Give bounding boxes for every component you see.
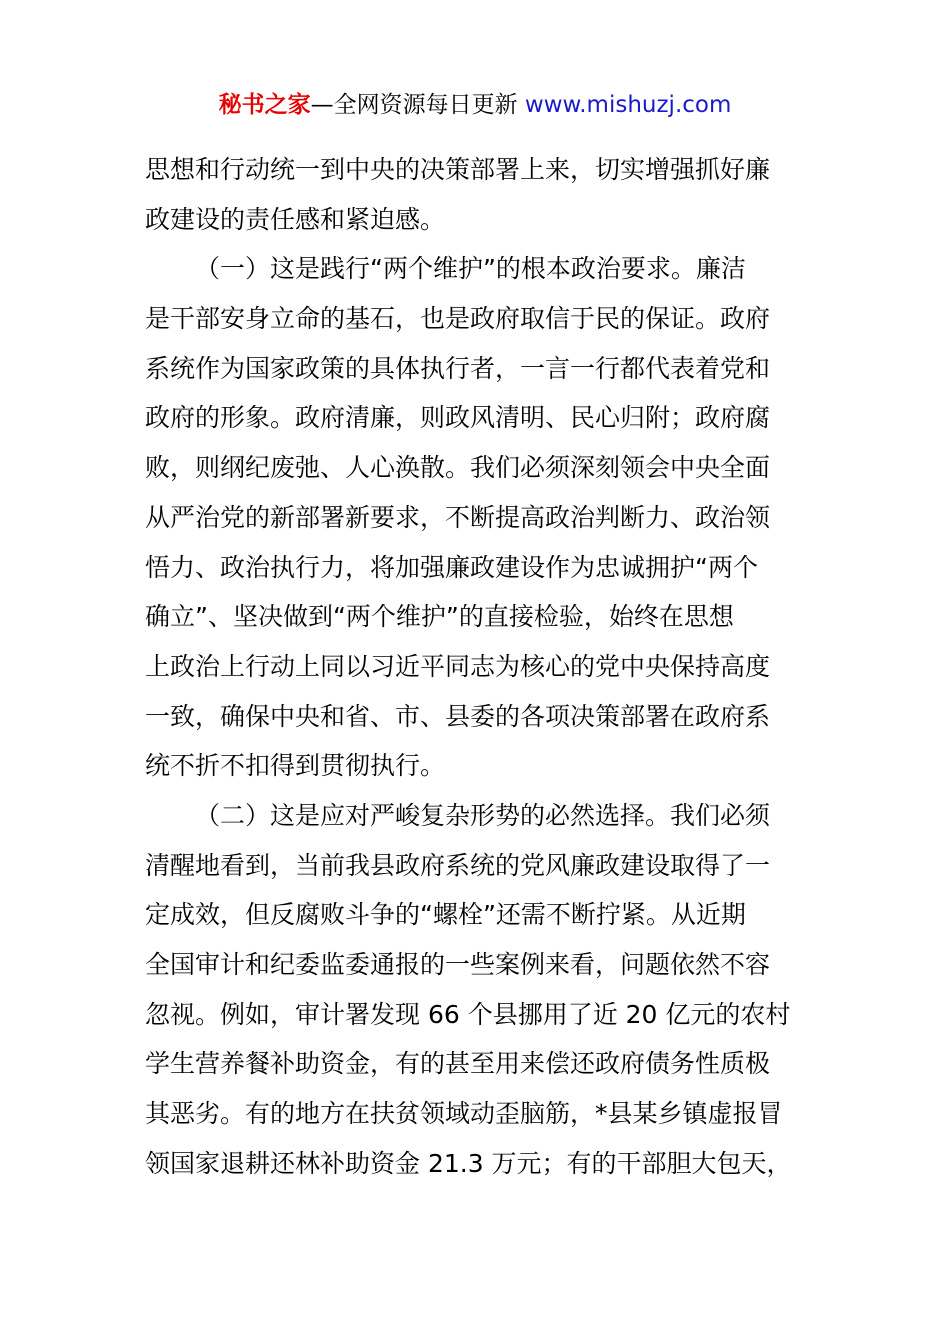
text-line: 思想和行动统一到中央的决策部署上来，切实增强抓好廉 xyxy=(145,155,771,184)
brand-name: 秘书之家 xyxy=(218,92,311,118)
site-url-link[interactable]: www.mishuzj.com xyxy=(524,92,732,118)
text-line: 统不折不扣得到贯彻执行。 xyxy=(145,751,446,781)
text-line: 从严治党的新部署新要求，不断提高政治判断力、政治领 xyxy=(145,502,771,532)
header-tagline: —全网资源每日更新 xyxy=(310,92,518,118)
text-line: 学生营养餐补助资金，有的甚至用来偿还政府债务性质极 xyxy=(145,1049,771,1079)
text-line: 确立”、坚决做到“两个维护”的直接检验，始终在思想 xyxy=(145,602,734,632)
text-line: 领国家退耕还林补助资金 21.3 万元；有的干部胆大包天， xyxy=(145,1148,792,1178)
text-line: 忽视。例如，审计署发现 66 个县挪用了近 20 亿元的农村 xyxy=(145,999,791,1029)
text-line: 系统作为国家政策的具体执行者，一言一行都代表着党和 xyxy=(145,353,771,383)
text-line: 政府的形象。政府清廉，则政风清明、民心归附；政府腐 xyxy=(145,403,771,433)
document-body xyxy=(145,145,807,1188)
page-header xyxy=(0,88,950,122)
text-line: 其恶劣。有的地方在扶贫领域动歪脑筋，*县某乡镇虚报冒 xyxy=(145,1099,783,1129)
text-line: 清醒地看到，当前我县政府系统的党风廉政建设取得了一 xyxy=(145,850,771,880)
text-line: 上政治上行动上同以习近平同志为核心的党中央保持高度 xyxy=(145,651,771,681)
text-line: 一致，确保中央和省、市、县委的各项决策部署在政府系 xyxy=(145,701,771,731)
text-line: （二）这是应对严峻复杂形势的必然选择。我们必须 xyxy=(195,800,771,830)
text-line: 是干部安身立命的基石，也是政府取信于民的保证。政府 xyxy=(145,304,771,334)
text-line: 悟力、政治执行力，将加强廉政建设作为忠诚拥护“两个 xyxy=(145,552,758,582)
text-line: 全国审计和纪委监委通报的一些案例来看，问题依然不容 xyxy=(145,950,771,979)
text-line: 政建设的责任感和紧迫感。 xyxy=(145,204,446,234)
text-line: 定成效，但反腐败斗争的“螺栓”还需不断拧紧。从近期 xyxy=(145,900,746,930)
text-line: 败，则纲纪废弛、人心涣散。我们必须深刻领会中央全面 xyxy=(145,453,771,483)
text-line: （一）这是践行“两个维护”的根本政治要求。廉洁 xyxy=(195,254,746,284)
